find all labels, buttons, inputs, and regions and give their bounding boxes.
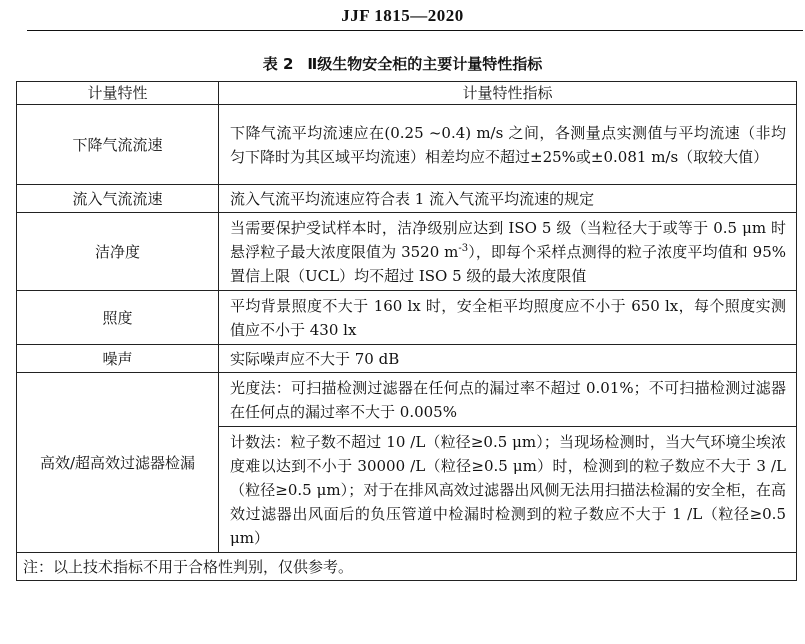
table-row — [17, 213, 797, 291]
table-row — [17, 105, 797, 185]
row-property: 下降气流流速 — [17, 105, 219, 185]
row-indicator: 实际噪声应不大于 70 dB — [219, 345, 797, 373]
header-rule — [27, 30, 803, 31]
table-number: 表 2 — [262, 55, 294, 73]
row-property: 照度 — [17, 291, 219, 345]
row-property: 噪声 — [17, 345, 219, 373]
table-row — [17, 185, 797, 213]
row-property: 洁净度 — [17, 213, 219, 291]
table-row — [17, 373, 797, 427]
row-indicator-photometric: 光度法：可扫描检测过滤器在任何点的漏过率不超过 0.01%；不可扫描检测过滤器在任何点的漏过率不大于 0.005% — [219, 373, 797, 427]
row-indicator: 流入气流平均流速应符合表 1 流入气流平均流速的规定 — [219, 185, 797, 213]
table-row — [17, 291, 797, 345]
table-row — [17, 345, 797, 373]
row-indicator: 平均背景照度不大于 160 lx 时，安全柜平均照度应不小于 650 lx，每个照度实测值应不小于 430 lx — [219, 291, 797, 345]
row-property: 高效/超高效过滤器检漏 — [17, 373, 219, 553]
table-caption — [0, 53, 805, 74]
indicator-text: 当需要保护受试样本时，洁净级别应达到 ISO 5 级（当粒径大于或等于 0.5 μm 时悬浮粒子最大浓度限值为 3520 m — [230, 219, 786, 261]
row-property: 流入气流流速 — [17, 185, 219, 213]
column-header-property: 计量特性 — [17, 82, 219, 105]
metrology-spec-table — [16, 81, 797, 581]
table-note: 注：以上技术指标不用于合格性判别，仅供参考。 — [17, 553, 797, 581]
row-indicator-counting: 计数法：粒子数不超过 10 /L（粒径≥0.5 μm）；当现场检测时，当大气环境尘埃浓度难以达到不小于 30000 /L（粒径≥0.5 μm）时，检测到的粒子数应不大于 3 /L（粒径≥0.5 μm）；对于在排风高效过滤器出风侧无法用扫描法检漏的安全柜，在高效过滤器出风面后的负压管道中检漏时检测到的粒子数应不大于 1 /L（粒径≥0.5 μm） — [219, 427, 797, 553]
document-code: JJF 1815—2020 — [341, 6, 464, 25]
column-header-indicator: 计量特性指标 — [219, 82, 797, 105]
row-indicator: 下降气流平均流速应在(0.25 ~0.4) m/s 之间，各测量点实测值与平均流速（非均匀下降时为其区域平均流速）相差均应不超过±25%或±0.081 m/s（取较大值） — [219, 105, 797, 185]
table-header-row — [17, 82, 797, 105]
row-indicator — [219, 213, 797, 291]
table-note-row — [17, 553, 797, 581]
indicator-text: ），即每个采样点测得的粒子浓度平均值和 95%置信上限（UCL）均不超过 ISO 5 级的最大浓度限值 — [230, 243, 786, 285]
unit-superscript: -3 — [458, 243, 469, 254]
table-title: Ⅱ级生物安全柜的主要计量特性指标 — [307, 55, 543, 73]
